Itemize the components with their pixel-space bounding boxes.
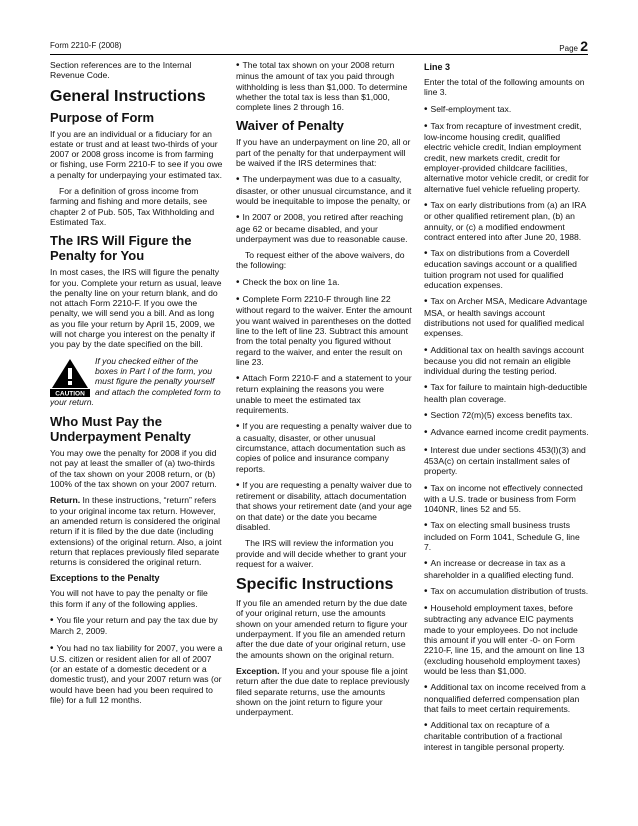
page-number-label: Page 2 xyxy=(559,38,588,54)
exception-paragraph: Exception. If you and your spouse file a joint return after the due date to replace previously filed separate returns, use the amounts shown on the joint return to figure your underpayment. xyxy=(236,665,410,718)
list-item: • Tax from recapture of investment credit, low-income housing credit, qualified electric vehicle credit, Indian employment credit, new markets credit, credit for employer-provided childcare facilities, alternative motor vehicle credit, or credit for alternative fuel vehicle refueling property. xyxy=(424,121,589,194)
waiver-paragraph: If you have an underpayment on line 20, all or part of the penalty for that underpayment will be waived if the IRS determines that: xyxy=(236,137,411,169)
request-item-3: • Attach Form 2210-F and a statement to your return explaining the reasons you were unable to meet the estimated tax requirements. xyxy=(236,373,412,415)
list-item: • An increase or decrease in tax as a shareholder in a qualified electing fund. xyxy=(424,558,589,580)
exception-item-3: • The total tax shown on your 2008 return minus the amount of tax you paid through withholding is less than $1,000. To determine whether the total tax is less than $1,000, complete lines 2 through 16. xyxy=(236,60,412,112)
header-rule xyxy=(50,54,588,55)
column-1 xyxy=(50,60,223,711)
waiver-item-1: • The underpayment was due to a casualty, disaster, or other unusual circumstance, and it would be inequitable to impose the penalty, or xyxy=(236,174,412,206)
list-item: • Tax on distributions from a Coverdell education savings account or a qualified tuition program not used for qualified education expenses. xyxy=(424,248,589,290)
heading-general-instructions: General Instructions xyxy=(50,87,206,105)
list-item: • Additional tax on recapture of a charitable contribution of a fractional interest in tangible personal property. xyxy=(424,720,589,752)
irs-paragraph: In most cases, the IRS will figure the penalty for you. Complete your return as usual, leave the penalty line on your return blank, and do not attach Form 2210-F. If you owe the penalty, we will send you a bill. And as long as you file your return by April 15, 2009, we will not charge you interest on the penalty if you pay by the date specified on the bill. xyxy=(50,267,222,350)
heading-line-3: Line 3 xyxy=(424,62,451,72)
column-3 xyxy=(424,60,589,758)
irs-review-paragraph: The IRS will review the information you provide and will decide whether to grant your request for a waiver. xyxy=(236,538,407,569)
list-item: • Tax on accumulation distribution of trusts. xyxy=(424,586,589,597)
caution-label: CAUTION xyxy=(55,390,85,397)
who-paragraph: You may owe the penalty for 2008 if you did not pay at least the smaller of (a) two-thirds of the tax shown on your 2008 return, or (b) 100% of the tax shown on your 2007 return. xyxy=(50,448,217,490)
return-paragraph: Return. In these instructions, “return” refers to your original income tax return. However, an amended return is considered the original return if it is filed by the due date (including extensions) of the original return. Also, a joint return that replaces previously filed separate returns is considered the original return. xyxy=(50,495,222,568)
request-item-1: • Check the box on line 1a. xyxy=(236,277,412,288)
list-item: • Tax on early distributions from (a) an IRA or other qualified retirement plan, (b) an annuity, or (c) a modified endowment contract entered into after June 20, 1988. xyxy=(424,200,589,242)
list-item: • Section 72(m)(5) excess benefits tax. xyxy=(424,410,589,421)
caution-box xyxy=(50,356,223,407)
return-label: Return. xyxy=(50,495,81,506)
heading-who-must-pay: Who Must Pay the Underpayment Penalty xyxy=(50,414,191,445)
request-paragraph: To request either of the above waivers, do the following: xyxy=(236,250,405,271)
purpose-paragraph-2: For a definition of gross income from farming and fishing and more details, see chapter 2 of Pub. 505, Tax Withholding and Estimated Tax. xyxy=(50,186,215,227)
list-item: • Additional tax on income received from a nonqualified deferred compensation plan that fails to meet certain requirements. xyxy=(424,682,589,714)
list-item: • Tax on electing small business trusts included on Form 1041, Schedule G, line 7. xyxy=(424,520,589,552)
caution-icon xyxy=(50,357,90,397)
list-item: • Additional tax on health savings account because you did not remain an eligible individual during the testing period. xyxy=(424,345,589,377)
list-item: • Tax for failure to maintain high-deductible health plan coverage. xyxy=(424,382,589,404)
request-item-5: • If you are requesting a penalty waiver due to retirement or disability, attach documentation that shows your retirement date (and your age on that date) or the date you became disabled. xyxy=(236,480,412,532)
list-item: • Tax on Archer MSA, Medicare Advantage MSA, or health savings account distributions not used for qualified medical expenses. xyxy=(424,296,589,338)
heading-exceptions: Exceptions to the Penalty xyxy=(50,573,160,584)
list-item: • Self-employment tax. xyxy=(424,104,589,115)
list-item: • Household employment taxes, before subtracting any advance EIC payments made to your employees. Do not include this amount if you will enter -0- on Form 2210-F, line 15, and the amount on line 13 (excluding household employment taxes) would be less than $1,000. xyxy=(424,603,589,676)
form-id: Form 2210-F (2008) xyxy=(50,41,122,50)
waiver-item-2: • In 2007 or 2008, you retired after reaching age 62 or became disabled, and your underpayment was due to reasonable cause. xyxy=(236,212,412,244)
column-2 xyxy=(236,60,412,723)
exception-item-2: • You had no tax liability for 2007, you were a U.S. citizen or resident alien for all of 2007 (or an estate of a domestic decedent or a domestic trust), and your 2007 return was (or would have been had you been required to file) for a full 12 months. xyxy=(50,643,223,706)
heading-specific-instructions: Specific Instructions xyxy=(236,576,394,594)
list-item: • Tax on income not effectively connected with a U.S. trade or business from Form 1040NR, lines 52 and 55. xyxy=(424,483,589,515)
heading-waiver: Waiver of Penalty xyxy=(236,118,344,134)
page-header xyxy=(50,38,588,54)
request-item-2: • Complete Form 2210-F through line 22 without regard to the waiver. Enter the amount you want waived in parentheses on the dotted line to the left of line 23. Subtract this amount from the total penalty you figured without regard to the waiver, and enter the result on line 23. xyxy=(236,294,412,367)
heading-purpose: Purpose of Form xyxy=(50,109,155,125)
caution-text: If you checked either of the boxes in Part I of the form, you must figure the penalty yourself and attach the completed form to your return. xyxy=(50,355,221,407)
intro-text: Section references are to the Internal Revenue Code. xyxy=(50,60,192,81)
page-number: 2 xyxy=(580,38,588,54)
purpose-paragraph-1: If you are an individual or a fiduciary for an estate or trust and at least two-thirds of your 2007 or 2008 gross income is from farming or fishing, use Form 2210-F to see if you owe a penalty for underpaying your estimated tax. xyxy=(50,128,223,180)
request-item-4: • If you are requesting a penalty waiver due to a casualty, disaster, or other unusual circumstance, attach documentation such as copies of police and insurance company reports. xyxy=(236,421,412,473)
exceptions-paragraph: You will not have to pay the penalty or file this form if any of the following applies. xyxy=(50,588,208,609)
exception-item-1: • You file your return and pay the tax due by March 2, 2009. xyxy=(50,615,223,637)
line-3-list xyxy=(424,104,589,752)
amended-paragraph: If you file an amended return by the due date of your original return, use the amounts shown on your amended return to figure your underpayment. If you file an amended return after the due date of your original return, use the amounts shown on the original return. xyxy=(236,598,408,660)
list-item: • Interest due under sections 453(l)(3) and 453A(c) on certain installment sales of property. xyxy=(424,445,589,477)
list-item: • Advance earned income credit payments. xyxy=(424,427,589,438)
heading-irs-figure: The IRS Will Figure the Penalty for You xyxy=(50,233,192,264)
exception-label: Exception. xyxy=(236,665,280,676)
line-3-paragraph: Enter the total of the following amounts on line 3. xyxy=(424,77,585,98)
